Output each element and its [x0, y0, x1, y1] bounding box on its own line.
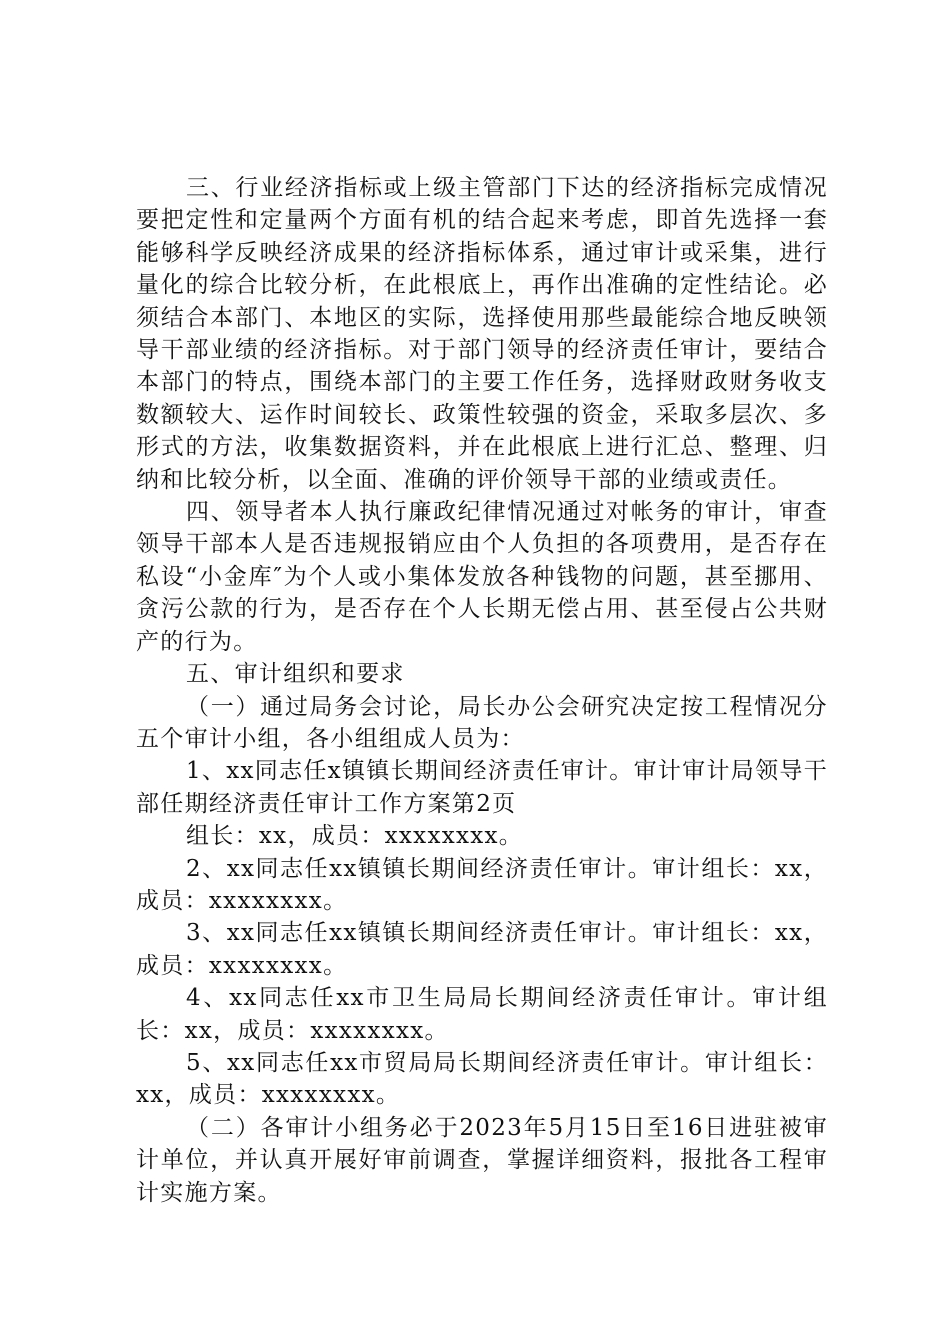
- document-body: [136, 172, 828, 1209]
- paragraph-group-5: 5、xx同志任xx市贸局局长期间经济责任审计。审计组长：xx，成员：xxxxxxxx。: [136, 1049, 828, 1109]
- paragraph-group-3: 3、xx同志任xx镇镇长期间经济责任审计。审计组长：xx，成员：xxxxxxxx。: [136, 920, 828, 979]
- paragraph-subsection-2: （二）各审计小组务必于2023年5月15日至16日进驻被审计单位，并认真开展好审前调查，掌握详细资料，报批各工程审计实施方案。: [136, 1114, 828, 1206]
- paragraph-group-1: 1、xx同志任x镇镇长期间经济责任审计。审计审计局领导干部任期经济责任审计工作方案第2页: [136, 758, 828, 817]
- paragraph-section-4: 四、领导者本人执行廉政纪律情况通过对帐务的审计，审查领导干部本人是否违规报销应由个人负担的各项费用，是否存在私设“小金库″为个人或小集体发放各种钱物的问题，甚至挪用、贪污公款的行为，是否存在个人长期无偿占用、甚至侵占公共财产的行为。: [136, 499, 828, 655]
- paragraph-section-3: 三、行业经济指标或上级主管部门下达的经济指标完成情况要把定性和定量两个方面有机的结合起来考虑，即首先选择一套能够科学反映经济成果的经济指标体系，通过审计或采集，进行量化的综合比较分析，在此根底上，再作出准确的定性结论。必须结合本部门、本地区的实际，选择使用那些最能综合地反映领导干部业绩的经济指标。对于部门领导的经济责任审计，要结合本部门的特点，围绕本部门的主要工作任务，选择财政财务收支数额较大、运作时间较长、政策性较强的资金，采取多层次、多形式的方法，收集数据资料，并在此根底上进行汇总、整理、归纳和比较分析，以全面、准确的评价领导干部的业绩或责任。: [136, 175, 828, 493]
- paragraph-group-4: 4、xx同志任xx市卫生局局长期间经济责任审计。审计组长：xx，成员：xxxxxxxx。: [136, 985, 828, 1044]
- paragraph-section-5-heading: 五、审计组织和要求: [186, 661, 405, 688]
- paragraph-group-2: 2、xx同志任xx镇镇长期间经济责任审计。审计组长：xx，成员：xxxxxxxx。: [136, 855, 828, 914]
- paragraph-group-1-members: 组长：xx，成员：xxxxxxxx。: [186, 823, 524, 850]
- paragraph-subsection-1: （一）通过局务会讨论，局长办公会研究决定按工程情况分五个审计小组，各小组组成人员为：: [136, 693, 828, 752]
